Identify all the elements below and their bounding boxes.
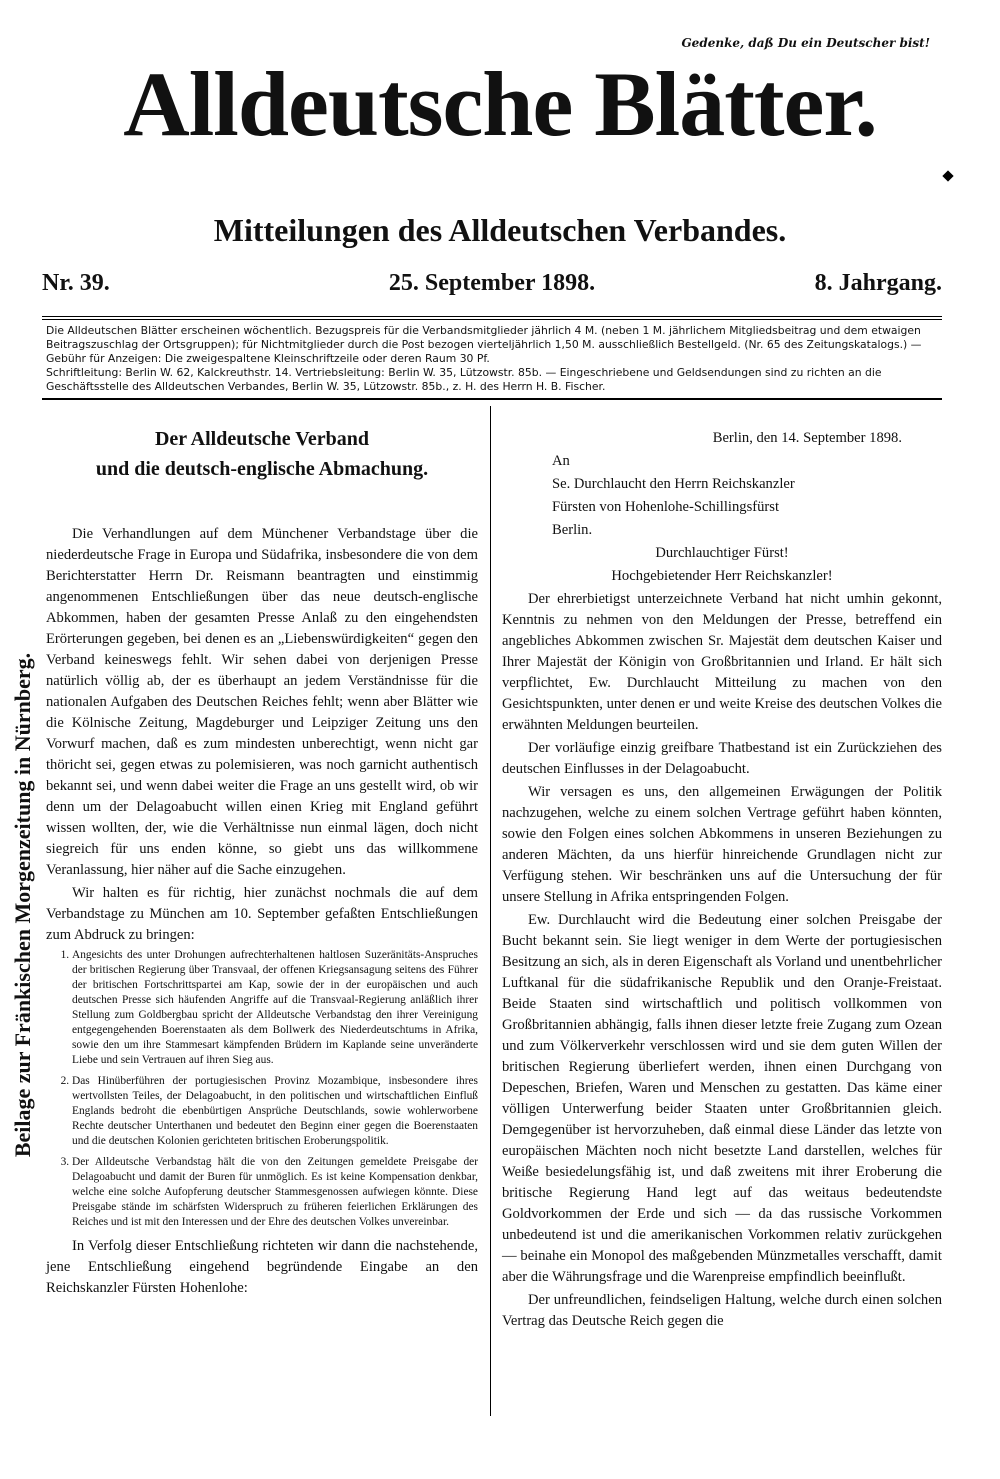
notice-rule: [42, 398, 942, 400]
paragraph: Wir halten es für richtig, hier zunächst nochmals die auf dem Verbandstage zu München am 10. September gefaßten Entschließungen zum Abdruck zu bringen:: [46, 885, 478, 943]
paragraph: Der ehrerbietigst unterzeichnete Verband hat nicht umhin gekonnt, Kenntnis zu nehmen von den Meldungen der Presse, betreffend ein angebliches Abkommen zwischen Sr. Majestät dem deutschen Kaiser und Ihrer Majestät der Königin von Großbritannien und Irland. Er hält sich verpflichtet, Ew. Durchlaucht Mitteilung zu machen von den Gesichtspunkten, unter denen er und weite Kreise des deutschen Volkes die erwähnten Meldungen beurteilen.: [502, 591, 942, 733]
article-title-line: und die deutsch-englische Abmachung.: [95, 458, 429, 480]
left-column: [46, 424, 478, 1301]
supplement-sidebar: [8, 420, 38, 1390]
letter-salutation: Hochgebietender Herr Reichskanzler!: [611, 568, 833, 584]
masthead-ornament: [942, 170, 953, 181]
paragraph: Der vorläufige einzig greifbare Thatbestand ist ein Zurückziehen des deutschen Einflusses in der Delagoabucht.: [502, 740, 942, 777]
resolution-item: 1. Angesichts des unter Drohungen aufrechterhaltenen haltlosen Suzeränitäts-Anspruches der britischen Regierung über Transvaal, der offenen Kriegsansagung seitens des Führer der britischen Fortschrittspartei am Kap, sowie der in der europäischen und auch deutschen Presse sich häufenden Angriffe auf die Transvaal-Regierung anläßlich ihrer Stellung zum Goldbergbau spricht der Alldeutsche Verbandstag den ihrer Vereinigung entgegengehenden Boerenstaaten als dem Bollwerk des Niederdeutschtums in Afrika, sowie den um ihre Stammesart kämpfenden Brüdern im Kaplande seine unveränderte Liebe und sein Vertrauen auf ihren Sieg aus.: [72, 948, 478, 1068]
paragraph: Ew. Durchlaucht wird die Bedeutung einer solchen Preisgabe der Bucht bekannt sein. Sie liegt weniger in dem Werte der portugiesischen Besitzung an sich, als in deren Eigenschaft als Vorland und unentbehrlicher Luftkanal für die südafrikanische Republik und den Oranje-Freistaat. Beide Staaten sind wirtschaftlich und politisch vollkommen von Großbritannien abhängig, falls ihnen dieser letzte freie Zugang zum Ozean und zum Völkerverkehr verschlossen wird und sie dem guten Willen der britischen Regierung überliefert werden, ihnen einen Durchgang von Depeschen, Briefen, Waren und Menschen zu gestatten. Das käme einer völligen Unterwerfung beider Staaten unter Großbritannien gleich. Demgegenüber ist hervorzuheben, daß einmal diese Länder das letzte von europäischen Mächten noch nicht besetzte Land darstellen, welches für Weiße besiedelungsfähig ist, und daß zweitens mit ihrer Eroberung die britische Regierung Hand legt auf das weitaus bedeutendste Goldvorkommen der Erde und sich — da das russische Vorkommen unbedeutend ist und die amerikanischen Vorkommen relativ zurückgehen — beinahe ein Monopol des maßgebenden Münzmetalles verschafft, damit aber die Währungsfrage und die Warenpreise empfindlich beeinflußt.: [502, 912, 942, 1285]
masthead-subtitle: Mitteilungen des Alldeutschen Verbandes.: [213, 212, 787, 248]
resolutions-list: [46, 948, 478, 1230]
letter-address: Berlin.: [552, 522, 593, 538]
header-rule: [42, 316, 942, 320]
letter-address: Se. Durchlaucht den Herrn Reichskanzler: [552, 476, 795, 492]
motto: Gedenke, daß Du ein Deutscher bist!: [681, 36, 930, 50]
sidebar-text: Beilage zur Fränkischen Morgenzeitung in Nürnberg.: [10, 652, 35, 1158]
resolution-item: 3. Der Alldeutsche Verbandstag hält die von den Zeitungen gemeldete Preisgabe der Delagoabucht und damit der Buren für unmöglich. Es ist keine Kompensation denkbar, welche eine solche Aufopferung deutscher Stammesgenossen aufwiegen könnte. Diese Preisgabe stände im schärfsten Widerspruch zu früheren feierlichen Erklärungen des Reiches und ist mit den Interessen und der Ehre des deutschen Volkes unvereinbar.: [72, 1155, 478, 1230]
paragraph: In Verfolg dieser Entschließung richteten wir dann die nachstehende, jene Entschließung eingehend begründende Eingabe an den Reichskanzler Fürsten Hohenlohe:: [46, 1238, 478, 1296]
paragraph: Der unfreundlichen, feindseligen Haltung, welche durch einen solchen Vertrag das Deutsche Reich gegen die: [502, 1292, 942, 1329]
masthead-title: Alldeutsche Blätter.: [123, 53, 877, 155]
letter-address: Fürsten von Hohenlohe-Schillingsfürst: [552, 499, 779, 515]
paragraph: Die Verhandlungen auf dem Münchener Verbandstage über die niederdeutsche Frage in Europa und Südafrika, insbesondere die von dem Berichterstatter Herrn Dr. Reismann beantragten und einstimmig angenommenen Entschließungen über das neue deutsch-englische Abkommen, haben der gesamten Presse Anlaß zu den eingehendsten Erörterungen gegeben, bei denen es an „Liebenswürdigkeiten“ gegen den Verband keineswegs fehlt. Wir sehen dabei von derjenigen Presse natürlich völlig ab, der es überhaupt an jedem Verständnisse für die nationalen Aufgaben des Deutschen Reiches fehlt; wenn aber Blätter wie die Kölnische Zeitung, Magdeburger und Leipziger Zeitung uns den Vorwurf machen, daß es zum mindesten unberechtigt, wenn nicht gar thöricht sei, gegen etwas zu polemisieren, was noch garnicht authentisch bekannt sei, und wenn dabei weiter die Frage an uns gestellt wird, ob wir denn um der Delagoabucht willen einen Krieg mit England geführt wissen wollten, der, wie die Verhältnisse nun einmal lägen, doch nicht siegreich für uns enden könne, so giebt uns das willkommene Veranlassung, hier näher auf die Sache einzugehen.: [46, 526, 478, 878]
subscription-notice: [46, 324, 938, 394]
letter-address: An: [552, 453, 570, 469]
right-column: [502, 428, 942, 1334]
notice-line: Schriftleitung: Berlin W. 62, Kalckreuthstr. 14. Vertriebsleitung: Berlin W. 35, Lützowstr. 85b. — Eingeschriebene und Geldsendungen sind zu richten an die Geschäftsstelle des Alldeutschen Verbandes, Berlin W. 35, Lützowstr. 85b., z. H. des Herrn H. B. Fischer.: [46, 366, 882, 393]
issue-number: Nr. 39.: [42, 270, 110, 296]
issue-info-bar: [42, 270, 942, 310]
volume-year: 8. Jahrgang.: [814, 270, 942, 296]
letter-salutation: Durchlauchtiger Fürst!: [655, 545, 789, 561]
paragraph: Wir versagen es uns, den allgemeinen Erwägungen der Politik nachzugehen, welche zu einem solchen Vertrage geführt haben könnten, sowie den Folgen eines solchen Abkommens in unseren Beziehungen zu anderen Mächten, da uns hierfür hinreichende Grundlagen nicht zur Verfügung stehen. Wir beschränken uns auf die Untersuchung der für unsere Stellung in Afrika entspringenden Folgen.: [502, 784, 942, 905]
issue-date: 25. September 1898.: [388, 270, 596, 296]
article-title: [46, 424, 478, 484]
resolution-item: 2. Das Hinüberführen der portugiesischen Provinz Mozambique, insbesondere ihres wertvollsten Teiles, der Delagoabucht, in den politischen und wirtschaftlichen Einfluß Englands bedroht die ebenbürtigen Ansprüche Deutschlands, sowie wohlerworbene Rechte deutscher Unterthanen und bedeutet den Beginn einer gegen die Boerenstaaten und die deutschen Kolonien gerichteten britischen Eroberungspolitik.: [72, 1074, 478, 1149]
notice-line: Die Alldeutschen Blätter erscheinen wöchentlich. Bezugspreis für die Verbandsmitglieder jährlich 4 M. (neben 1 M. jährlichem Mitgliedsbeitrag und dem etwaigen Beitragszuschlag der Ortsgruppen); für Nichtmitglieder durch die Post bezogen vierteljährlich 1,50 M. ausschließlich Bestellgeld. (Nr. 65 des Zeitungskatalogs.) — Gebühr für Anzeigen: Die zweigespaltene Kleinschriftzeile oder deren Raum 30 Pf.: [46, 324, 922, 365]
article-title-line: Der Alldeutsche Verband: [154, 428, 370, 450]
letter-dateline: Berlin, den 14. September 1898.: [712, 430, 902, 446]
column-divider: [490, 406, 491, 1416]
